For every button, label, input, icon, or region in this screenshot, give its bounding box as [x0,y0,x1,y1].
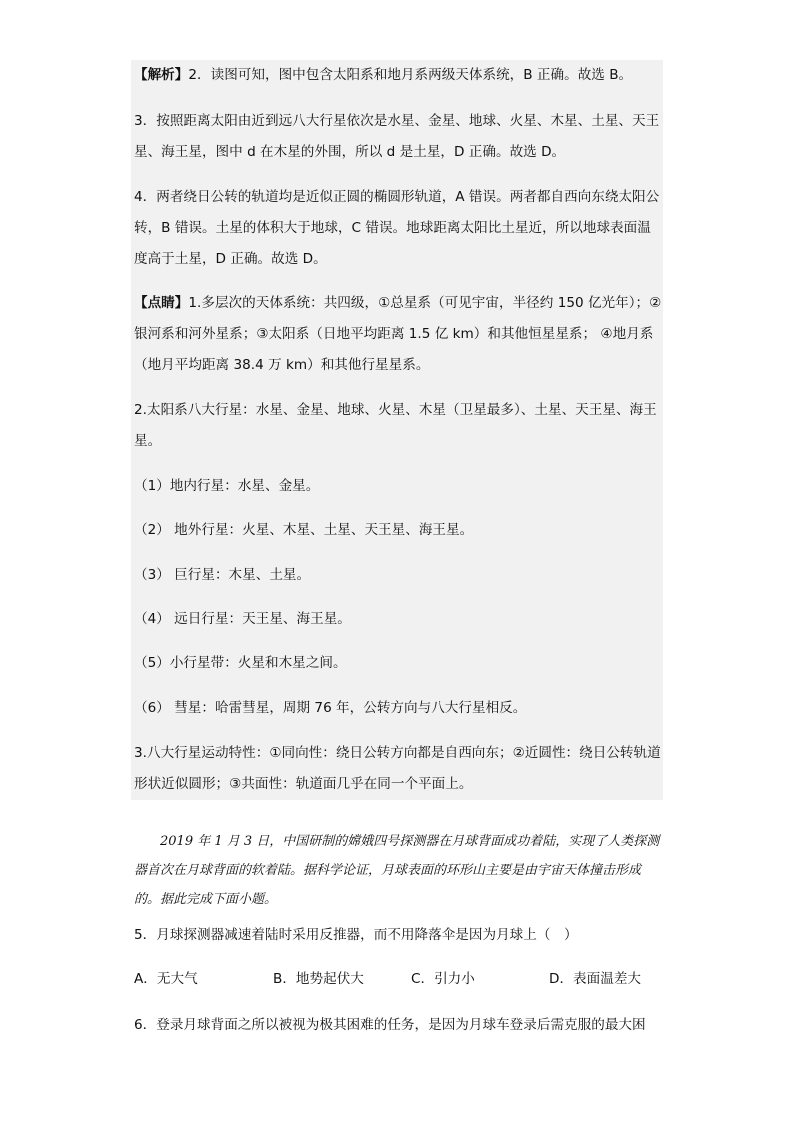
analysis-paragraph-2: 3．按照距离太阳由近到远八大行星依次是水星、金星、地球、火星、木星、土星、天王星、海王星，图中 d 在木星的外围，所以 d 是土星，D 正确。故选 D。 [134,113,660,160]
analysis-paragraph-3: 4．两者绕日公转的轨道均是近似正圆的椭圆形轨道，A 错误。两者都自西向东绕太阳公转，B 错误。土星的体积大于地球，C 错误。地球距离太阳比土星近，所以地球表面温度高于土星，D 正确。故选 D。 [134,189,660,267]
question-5-options [134,964,662,995]
question-6-stem: 6．登录月球背面之所以被视为极其困难的任务，是因为月球车登录后需克服的最大困 [134,1017,646,1033]
planet-category-1: （1）地内行星：水星、金星。 [134,478,320,494]
planet-category-4: （4） 远日行星：天王星、海王星。 [134,611,351,627]
analysis-paragraph-1: 【解析】2．读图可知，图中包含太阳系和地月系两级天体系统，B 正确。故选 B。 [134,67,633,83]
question-5-stem: 5．月球探测器减速着陆时采用反推器，而不用降落伞是因为月球上（ ） [134,927,578,943]
highlight-paragraph-3: 3.八大行星运动特性：①同向性：绕日公转方向都是自西向东；②近圆性：绕日公转轨道形状近似圆形；③共面性：轨道面几乎在同一个平面上。 [134,745,661,792]
planet-category-5: （5）小行星带：火星和木星之间。 [134,655,347,671]
planet-category-2: （2） 地外行星：火星、木星、土星、天王星、海王星。 [134,522,474,538]
option-c[interactable]: C．引力小 [411,971,475,987]
option-a[interactable]: A．无大气 [134,971,198,987]
option-b[interactable]: B．地势起伏大 [273,971,364,987]
highlight-tag: 【点睛】 [134,295,189,311]
analysis-tag: 【解析】 [134,67,189,83]
question-intro: 2019 年 1 月 3 日，中国研制的嫦娥四号探测器在月球背面成功着陆，实现了人类探测器首次在月球背面的软着陆。据科学论证，月球表面的环形山主要是由宇宙天体撞击形成的。据此完成下面小题。 [134,834,660,907]
planet-category-3: （3） 巨行星：木星、土星。 [134,567,311,583]
option-d[interactable]: D．表面温差大 [549,971,642,987]
planet-category-6: （6） 彗星：哈雷彗星，周期 76 年，公转方向与八大行星相反。 [134,700,527,716]
highlight-paragraph-1: 【点睛】1.多层次的天体系统：共四级，①总星系（可见宇宙，半径约 150 亿光年）；②银河系和河外星系；③太阳系（日地平均距离 1.5 亿 km）和其他恒星星系； ④地月系（地月平均距离 38.4 万 km）和其他行星星系。 [134,295,662,373]
highlight-paragraph-2: 2.太阳系八大行星：水星、金星、地球、火星、木星（卫星最多）、土星、天王星、海王星。 [134,402,657,449]
